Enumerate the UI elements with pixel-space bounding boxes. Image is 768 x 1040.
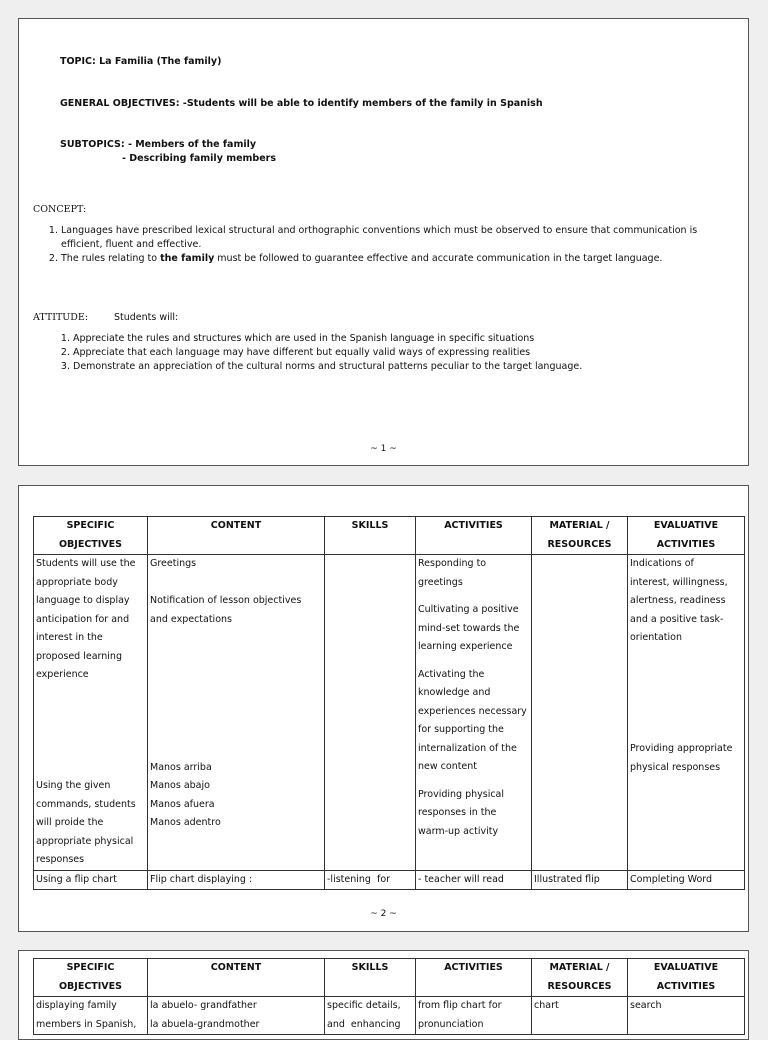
- concept-item-text: The rules relating to: [61, 253, 161, 264]
- cell-skills: [325, 555, 416, 871]
- header-skills: SKILLS: [325, 959, 416, 997]
- cell-evaluative: Indications of interest, willingness, alertness, readiness and a positive task- orientation Providing appropriate physical responses: [628, 555, 745, 871]
- header-material-resources: MATERIAL / RESOURCES: [532, 517, 628, 555]
- cell-skills: -listening for: [325, 870, 416, 890]
- table-header-row: [34, 517, 745, 555]
- table-row: [34, 997, 745, 1035]
- cell-objectives: Using a flip chart: [34, 870, 148, 890]
- concept-item-text: must be followed to guarantee effective and accurate communication in the target language.: [214, 253, 663, 264]
- concept-item-bold: the family: [160, 253, 215, 264]
- header-content: CONTENT: [148, 517, 325, 555]
- cell-material: chart: [532, 997, 628, 1035]
- general-objectives: GENERAL OBJECTIVES: -Students will be able to identify members of the family in Spanish: [60, 98, 543, 109]
- cell-content: Greetings Notification of lesson objectives and expectations Manos arriba Manos abajo Manos afuera Manos adentro: [148, 555, 325, 871]
- cell-material: Illustrated flip: [532, 870, 628, 890]
- header-material-resources: MATERIAL / RESOURCES: [532, 959, 628, 997]
- concept-item-text: Languages have prescribed lexical structural and orthographic conventions which must be observed to ensure that communication is: [61, 225, 698, 236]
- page-2: [18, 485, 749, 932]
- header-specific-objectives: SPECIFIC OBJECTIVES: [34, 959, 148, 997]
- header-activities: ACTIVITIES: [416, 959, 532, 997]
- page-3: [18, 950, 749, 1040]
- lesson-plan-table: [33, 516, 745, 890]
- lesson-plan-table: [33, 958, 745, 1035]
- concept-item: [61, 224, 733, 252]
- concept-item: [61, 252, 733, 266]
- cell-objectives: Students will use the appropriate body language to display anticipation for and interest in the proposed learning experience Using the given commands, students will proide the appropriate physical responses: [34, 555, 148, 871]
- cell-evaluative: Completing Word: [628, 870, 745, 890]
- concept-heading: CONCEPT:: [33, 204, 87, 215]
- header-specific-objectives: SPECIFIC OBJECTIVES: [34, 517, 148, 555]
- cell-activities: Responding to greetings Cultivating a positive mind-set towards the learning experience Activating the knowledge and experiences necessary for supporting the internalization of the new content Providing physical responses in the warm-up activity: [416, 555, 532, 871]
- cell-content: la abuelo- grandfather la abuela-grandmother: [148, 997, 325, 1035]
- header-skills: SKILLS: [325, 517, 416, 555]
- attitude-item: 2. Appreciate that each language may have different but equally valid ways of expressing realities: [73, 346, 733, 360]
- cell-activities: from flip chart for pronunciation: [416, 997, 532, 1035]
- header-evaluative-activities: EVALUATIVE ACTIVITIES: [628, 517, 745, 555]
- topic-line: TOPIC: La Familia (The family): [60, 56, 222, 67]
- attitude-list: [33, 332, 733, 374]
- cell-skills: specific details, and enhancing: [325, 997, 416, 1035]
- concept-item-text: efficient, fluent and effective.: [61, 239, 202, 250]
- attitude-students: Students will:: [114, 312, 179, 323]
- attitude-heading: ATTITUDE:: [33, 312, 89, 323]
- subtopics-line2: - Describing family members: [122, 153, 277, 164]
- cell-material: [532, 555, 628, 871]
- header-evaluative-activities: EVALUATIVE ACTIVITIES: [628, 959, 745, 997]
- page-number: ~ 2 ~: [370, 909, 397, 919]
- subtopics-line1: SUBTOPICS: - Members of the family: [60, 139, 257, 150]
- attitude-item: 3. Demonstrate an appreciation of the cultural norms and structural patterns peculiar to the target language.: [73, 360, 733, 374]
- table-row: [34, 870, 745, 890]
- cell-evaluative: search: [628, 997, 745, 1035]
- header-activities: ACTIVITIES: [416, 517, 532, 555]
- cell-content: Flip chart displaying :: [148, 870, 325, 890]
- concept-list: [33, 224, 733, 266]
- cell-objectives: displaying family members in Spanish,: [34, 997, 148, 1035]
- attitude-item: 1. Appreciate the rules and structures which are used in the Spanish language in specific situations: [73, 332, 733, 346]
- table-row: [34, 555, 745, 871]
- header-content: CONTENT: [148, 959, 325, 997]
- page-number: ~ 1 ~: [370, 444, 397, 454]
- page-1: [18, 18, 749, 466]
- table-header-row: [34, 959, 745, 997]
- cell-activities: - teacher will read: [416, 870, 532, 890]
